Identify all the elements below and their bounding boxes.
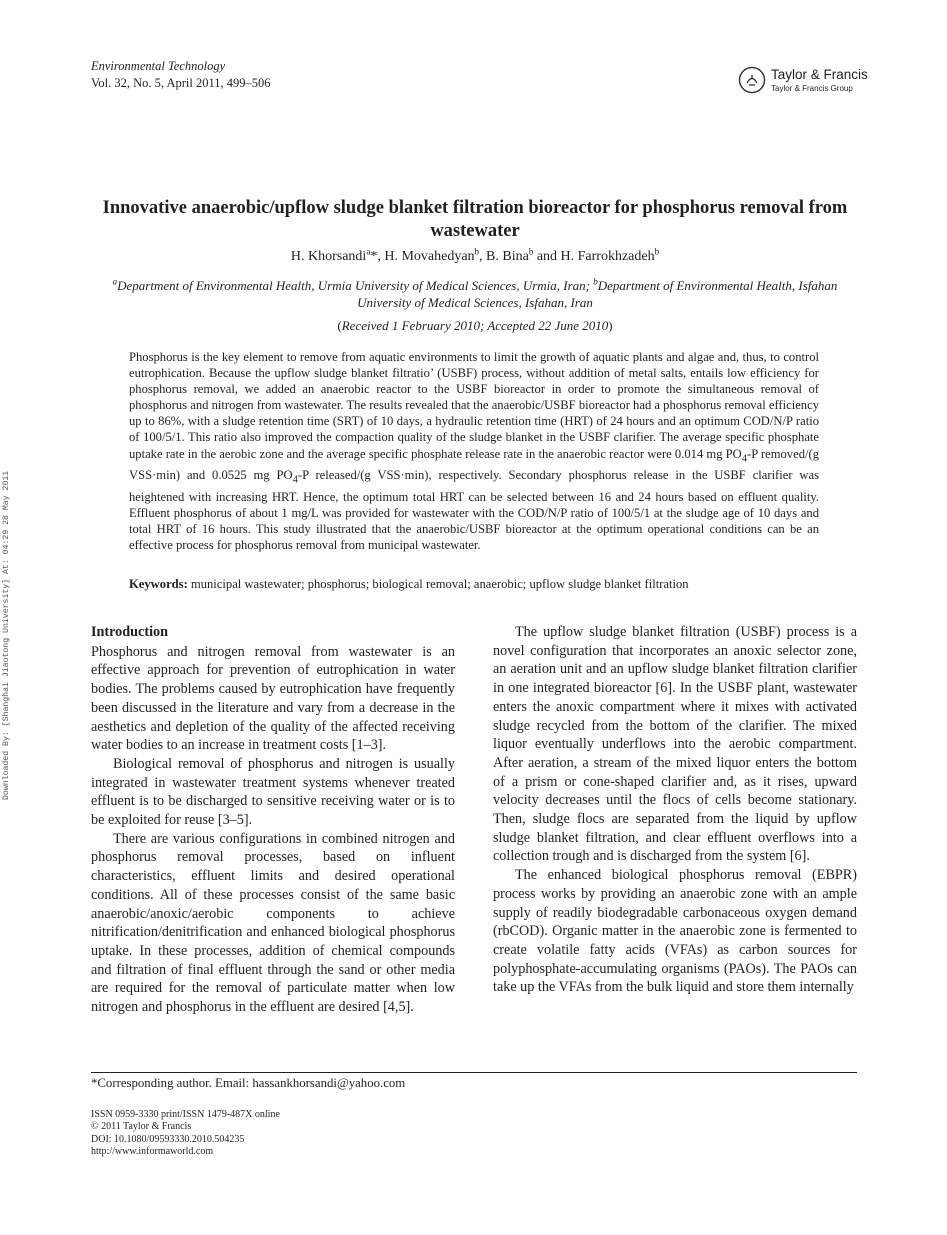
issn-block <box>91 1109 280 1158</box>
author-name: , B. Bina <box>479 249 529 264</box>
affiliation-text: Department of Environmental Health, Urmia University of Medical Sciences, Urmia, Iran; <box>117 278 594 293</box>
abstract-text: -P released/(g VSS·min), respectively. Secondary phosphorus release in the USBF clarifier was heightened with increasing HRT. Hence, the optimum total HRT can be selected between 16 and 24 hours based on effluent quality. Effluent phosphorus of about 1 mg/L was provided for wastewater with the COD/N/P ratio of 100/5/1 at the sludge age of 10 days and total HRT of 16 hours. This study illustrated that the anaerobic/USBF bioreactor at the optimum operational conditions can be an effective process for phosphorus removal from municipal wastewater. <box>129 468 820 553</box>
affiliation-mark: b <box>474 246 480 257</box>
affiliation-mark: a <box>112 276 118 287</box>
taylor-francis-logo-icon <box>738 66 766 94</box>
corresponding-mark: * <box>370 249 378 264</box>
author-name: H. Khorsandi <box>290 249 367 264</box>
footnote-divider <box>91 1072 857 1073</box>
abstract <box>129 349 819 553</box>
affiliation-mark: a <box>366 246 371 257</box>
download-watermark <box>2 430 12 800</box>
subscript: 4 <box>292 474 298 486</box>
keywords-text: municipal wastewater; phosphorus; biological removal; anaerobic; upflow sludge blanket filtration <box>187 577 689 591</box>
affiliation-mark: b <box>593 276 598 287</box>
author-name: , H. Movahedyan <box>377 249 475 264</box>
affiliation-mark: b <box>528 246 534 257</box>
download-note: Downloaded By: [Shanghai Jiaotong University] At: 04:29 28 May 2011 <box>2 470 11 800</box>
journal-header <box>91 58 271 92</box>
paragraph: Phosphorus and nitrogen removal from wastewater is an effective approach for prevention of eutrophication in water bodies. The problems caused by eutrophication have frequently been discussed in the literature and vary from a decrease in the aesthetics and depletion of the quality of the affected receiving water bodies to an increase in treatment costs [1–3]. <box>91 643 455 754</box>
doi-line: DOI: 10.1080/09593330.2010.504235 <box>91 1133 245 1145</box>
abstract-text: -P removed/(g VSS·min) and 0.0525 mg PO <box>129 446 819 483</box>
paragraph: Biological removal of phosphorus and nitrogen is usually integrated in wastewater treatment systems whenever treated effluent is to be discharged to sensitive receiving water or is to be exploited for reuse [3–5]. <box>91 755 455 829</box>
corresponding-author-footnote: *Corresponding author. Email: hassankhorsandi@yahoo.com <box>91 1076 406 1090</box>
affiliations <box>100 277 850 311</box>
publisher-name: Taylor & Francis <box>771 67 868 82</box>
article-title: Innovative anaerobic/upflow sludge blanket filtration bioreactor for phosphorus removal from wastewater <box>102 198 848 241</box>
abstract-text: Phosphorus is the key element to remove from aquatic environments to limit the growth of aquatic plants and algae and, thus, to control eutrophication. Because the upflow sludge blanket filtratio’ (USBF) process, without addition of metal salts, entails low efficiency for phosphorus removal, we added an anaerobic reactor to the USBF bioreactor in order to promote the simultaneous removal of phosphorus and nitrogen from wastewater. The results revealed that the anaerobic/USBF bioreactor had a phosphorus removal efficiency up to 86%, with a sludge retention time (SRT) of 10 days, a hydraulic retention time (HRT) of 24 hours and an optimum COD/N/P ratio of 100/5/1. This ratio also improved the compaction quality of the sludge blanket in the USBF clarifier. The average specific phosphate uptake rate in the aerobic zone and the average specific phosphate release rate in the anaerobic reactor were 0.014 mg PO <box>129 350 819 461</box>
paragraph: The upflow sludge blanket filtration (USBF) process is a novel configuration that incorporates an anoxic selector zone, an aeration unit and an upflow sludge blanket filtration clarifier in one integrated bioreactor [6]. In the USBF plant, wastewater enters the anoxic compartment where it mixes with activated sludge recycled from the bottom of the clarifier. The mixed liquor eventually underflows into the aerobic compartment. After aeration, a stream of the mixed liquor enters the bottom of a prism or cone-shaped clarifier and, as it rises, upward velocity decreases until the flocs of cells become stationary. Then, sludge flocs are separated from the liquid by upflow sludge blanket filtration, and clear effluent overflows into a collection trough and is discharged from the system [6]. <box>493 624 857 865</box>
journal-citation: Vol. 32, No. 5, April 2011, 499–506 <box>91 76 271 90</box>
subscript: 4 <box>741 453 748 465</box>
keywords <box>129 577 819 592</box>
received-text: Received 1 February 2010; Accepted 22 June 2010 <box>341 318 609 333</box>
paren-open: ( <box>337 318 342 333</box>
copyright-line: © 2011 Taylor & Francis <box>91 1121 192 1133</box>
author-name: and H. Farrokhzadeh <box>533 249 655 264</box>
author-list <box>60 246 890 265</box>
publisher-logo <box>738 66 868 96</box>
section-heading-introduction: Introduction <box>91 624 168 640</box>
keywords-label: Keywords: <box>129 577 188 591</box>
journal-name: Environmental Technology <box>91 59 226 73</box>
paren-close: ) <box>608 318 613 333</box>
right-column <box>493 623 857 997</box>
publisher-group: Taylor & Francis Group <box>771 84 853 93</box>
website-link[interactable]: http://www.informaworld.com <box>91 1145 214 1157</box>
paragraph: There are various configurations in combined nitrogen and phosphorus removal processes, based on influent characteristics, effluent limits and desired operational conditions. All of these processes consist of the same basic anaerobic/anoxic/aerobic components to achieve nitrification/denitrification and enhanced biological phosphorus uptake. In these processes, addition of chemical compounds and filtration of final effluent through the sand or other media are required for the removal of particulate matter when low nitrogen and phosphorus in the effluent are desired [4,5]. <box>91 830 455 1016</box>
issn-line: ISSN 0959-3330 print/ISSN 1479-487X online <box>91 1109 280 1120</box>
paragraph: The enhanced biological phosphorus removal (EBPR) process works by providing an anaerobic zone with an ample supply of readily biodegradable carbonaceous oxygen demand (rbCOD). Organic matter in the anaerobic zone is fermented to create volatile fatty acids (VFAs) as carbon sources for polyphosphate-accumulating organisms (PAOs). The PAOs can take up the VFAs from the bulk liquid and store them internally <box>493 867 857 996</box>
received-dates <box>60 318 890 334</box>
left-column <box>91 623 455 1017</box>
affiliation-text: Department of Environmental Health, Isfahan University of Medical Sciences, Isfahan, Iran <box>357 278 838 310</box>
affiliation-mark: b <box>654 246 660 257</box>
